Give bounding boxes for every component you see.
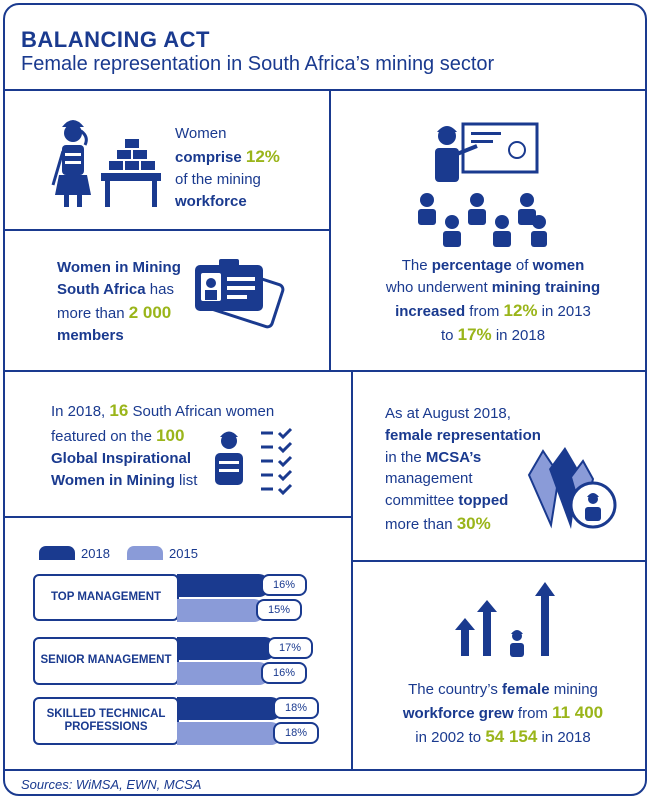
bar-value-label: 16% — [261, 574, 307, 596]
wimsa-text — [57, 257, 197, 347]
text-line: comprise 12% — [175, 146, 280, 166]
category-label: SENIOR MANAGEMENT — [33, 637, 179, 685]
text-line: more than 30% — [385, 513, 491, 533]
infographic-frame — [3, 3, 647, 796]
text-line: Women in Mining list — [51, 472, 198, 490]
category-label: SKILLED TECHNICAL PROFESSIONS — [33, 697, 179, 745]
text-line: committee topped — [385, 492, 509, 509]
woman-checklist-icon — [209, 425, 309, 501]
text-line: Women — [175, 125, 227, 142]
text-line: Global Inspirational — [51, 450, 192, 468]
woman-worker-gold-icon — [45, 113, 165, 213]
text-line: members — [57, 327, 124, 345]
divider — [5, 769, 647, 771]
training-text — [339, 255, 647, 348]
text-line: The country’s female mining — [408, 681, 598, 698]
bar-value-label: 18% — [273, 697, 319, 719]
bar-value-label: 15% — [256, 599, 302, 621]
bar-value-label: 17% — [267, 637, 313, 659]
text-line: workforce — [175, 193, 247, 211]
bar-2018 — [177, 697, 281, 720]
crystal-woman-icon — [521, 445, 621, 535]
text-line: In 2018, 16 South African women — [51, 401, 275, 420]
training-class-icon — [407, 120, 547, 250]
text-line: female representation — [385, 426, 541, 444]
growth-arrows-icon — [455, 580, 565, 660]
divider — [5, 89, 647, 91]
text-line: of the mining — [175, 171, 261, 189]
text-line: Women in Mining — [57, 259, 181, 276]
text-line: more than 2 000 — [57, 302, 172, 322]
text-line: workforce grew from 11 400 — [402, 702, 604, 722]
divider — [5, 370, 647, 372]
divider — [351, 560, 647, 562]
divider — [351, 370, 353, 770]
text-line: featured on the 100 — [51, 425, 185, 445]
text-line: in 2002 to 54 154 in 2018 — [415, 727, 591, 747]
bar-2018 — [177, 637, 275, 660]
page-subtitle: Female representation in South Africa’s mining sector — [21, 53, 495, 75]
growth-text — [361, 679, 645, 750]
bar-2015 — [177, 662, 269, 685]
legend-swatch-2018 — [39, 546, 75, 560]
workforce-text — [175, 123, 325, 213]
sources-note: Sources: WiMSA, EWN, MCSA — [21, 777, 202, 792]
text-line: in the MCSA’s — [385, 448, 482, 466]
legend-label-2018: 2018 — [81, 546, 110, 561]
legend-swatch-2015 — [127, 546, 163, 560]
bar-2015 — [177, 722, 281, 745]
legend-label-2015: 2015 — [169, 546, 198, 561]
category-label: TOP MANAGEMENT — [33, 574, 179, 621]
bar-2015 — [177, 599, 264, 622]
text-line: As at August 2018, — [385, 405, 511, 422]
text-line: to 17% in 2018 — [440, 325, 546, 345]
bar-2018 — [177, 574, 269, 597]
bar-value-label: 18% — [273, 722, 319, 744]
page-title: BALANCING ACT — [21, 27, 210, 52]
text-line: who underwent mining training — [385, 278, 601, 296]
bar-value-label: 16% — [261, 662, 307, 684]
text-line: The percentage of women — [401, 257, 585, 274]
text-line: South Africa has — [57, 280, 174, 298]
text-line: management — [385, 470, 473, 488]
id-card-icon — [191, 253, 291, 343]
text-line: increased from 12% in 2013 — [395, 300, 591, 320]
divider — [5, 229, 331, 231]
divider — [5, 516, 353, 518]
